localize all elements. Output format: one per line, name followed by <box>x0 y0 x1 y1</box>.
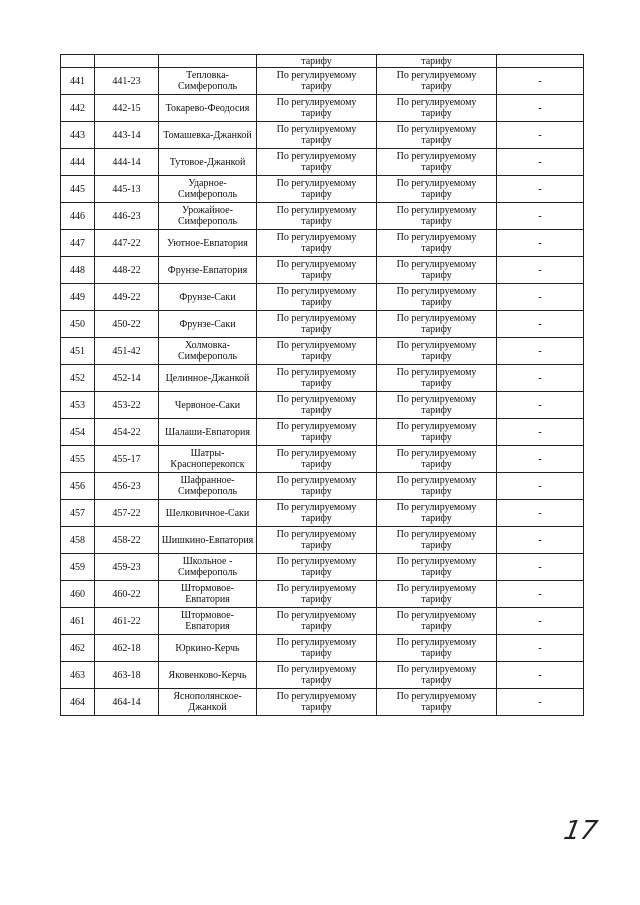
header-cell-code <box>95 55 159 68</box>
route-code-cell: 457-22 <box>95 500 159 527</box>
route-code-cell: 459-23 <box>95 554 159 581</box>
route-code-cell: 449-22 <box>95 284 159 311</box>
extra-cell: - <box>497 500 584 527</box>
tariff-line-2: тарифу <box>301 270 332 281</box>
route-code-cell: 442-15 <box>95 95 159 122</box>
tariff-line-1: По регулируемому <box>276 70 357 81</box>
tariff-cell-1 <box>257 392 377 419</box>
table-row <box>61 230 584 257</box>
route-code-cell: 453-22 <box>95 392 159 419</box>
extra-cell: - <box>497 608 584 635</box>
tariff-line-1: По регулируемому <box>396 502 477 513</box>
table-row <box>61 500 584 527</box>
row-number-cell: 451 <box>61 338 95 365</box>
table-row <box>61 365 584 392</box>
row-number-cell: 452 <box>61 365 95 392</box>
route-code-cell: 445-13 <box>95 176 159 203</box>
tariff-cell-1 <box>257 203 377 230</box>
tariff-line-2: тарифу <box>301 189 332 200</box>
tariff-cell-1 <box>257 635 377 662</box>
tariff-cell-2 <box>377 338 497 365</box>
table-row <box>61 122 584 149</box>
tariff-line-1: По регулируемому <box>396 340 477 351</box>
tariff-line-1: По регулируемому <box>276 448 357 459</box>
tariff-line-1: По регулируемому <box>276 421 357 432</box>
header-cell-name <box>159 55 257 68</box>
route-name-cell: Шафранное-Симферополь <box>159 473 257 500</box>
tariff-line-2: тарифу <box>301 216 332 227</box>
row-number-cell: 448 <box>61 257 95 284</box>
tariff-cell-1 <box>257 581 377 608</box>
tariff-cell-2 <box>377 95 497 122</box>
route-name-cell: Тепловка-Симферополь <box>159 68 257 95</box>
route-code-cell: 444-14 <box>95 149 159 176</box>
tariff-cell-2 <box>377 284 497 311</box>
tariff-line-1: По регулируемому <box>396 313 477 324</box>
tariff-line-1: По регулируемому <box>276 367 357 378</box>
row-number-cell: 447 <box>61 230 95 257</box>
tariff-cell-1 <box>257 365 377 392</box>
tariff-cell-1 <box>257 257 377 284</box>
tariff-line-1: По регулируемому <box>396 97 477 108</box>
table-row <box>61 608 584 635</box>
tariff-cell-1 <box>257 311 377 338</box>
row-number-cell: 443 <box>61 122 95 149</box>
tariff-line-1: По регулируемому <box>276 664 357 675</box>
row-number-cell: 442 <box>61 95 95 122</box>
tariff-line-2: тарифу <box>421 432 452 443</box>
tariff-line-2: тарифу <box>421 378 452 389</box>
tariff-line-1: По регулируемому <box>396 124 477 135</box>
tariff-line-2: тарифу <box>421 243 452 254</box>
extra-cell: - <box>497 446 584 473</box>
tariff-line-2: тарифу <box>301 405 332 416</box>
tariff-line-2: тарифу <box>301 108 332 119</box>
tariff-cell-2 <box>377 392 497 419</box>
tariff-cell-2 <box>377 365 497 392</box>
tariff-line-1: По регулируемому <box>396 421 477 432</box>
tariff-cell-1 <box>257 149 377 176</box>
tariff-cell-2 <box>377 473 497 500</box>
route-name-cell: Токарево-Феодосия <box>159 95 257 122</box>
route-name-cell: Фрунзе-Евпатория <box>159 257 257 284</box>
routes-table-body <box>61 55 584 716</box>
tariff-line-1: По регулируемому <box>396 637 477 648</box>
route-code-cell: 464-14 <box>95 689 159 716</box>
tariff-line-2: тарифу <box>421 135 452 146</box>
tariff-line-1: По регулируемому <box>396 664 477 675</box>
tariff-line-2: тарифу <box>301 567 332 578</box>
route-name-cell: Штормовое-Евпатория <box>159 581 257 608</box>
row-number-cell: 461 <box>61 608 95 635</box>
tariff-line-2: тарифу <box>421 567 452 578</box>
row-number-cell: 446 <box>61 203 95 230</box>
extra-cell: - <box>497 203 584 230</box>
table-row <box>61 203 584 230</box>
tariff-line-2: тарифу <box>421 270 452 281</box>
tariff-line-2: тарифу <box>301 297 332 308</box>
tariff-line-1: По регулируемому <box>276 232 357 243</box>
extra-cell: - <box>497 365 584 392</box>
tariff-line-2: тарифу <box>421 162 452 173</box>
row-number-cell: 454 <box>61 419 95 446</box>
row-number-cell: 455 <box>61 446 95 473</box>
tariff-line-2: тарифу <box>301 675 332 686</box>
route-name-cell: Школьное - Симферополь <box>159 554 257 581</box>
tariff-line-1: По регулируемому <box>276 259 357 270</box>
tariff-line-1: По регулируемому <box>396 610 477 621</box>
route-name-cell: Целинное-Джанкой <box>159 365 257 392</box>
row-number-cell: 441 <box>61 68 95 95</box>
row-number-cell: 459 <box>61 554 95 581</box>
extra-cell: - <box>497 473 584 500</box>
tariff-cell-1 <box>257 338 377 365</box>
route-code-cell: 443-14 <box>95 122 159 149</box>
extra-cell: - <box>497 311 584 338</box>
tariff-line-1: По регулируемому <box>276 691 357 702</box>
tariff-line-2: тарифу <box>301 513 332 524</box>
table-row <box>61 311 584 338</box>
route-code-cell: 441-23 <box>95 68 159 95</box>
tariff-cell-2 <box>377 68 497 95</box>
tariff-cell-2 <box>377 446 497 473</box>
tariff-line-1: По регулируемому <box>276 394 357 405</box>
tariff-line-2: тарифу <box>421 675 452 686</box>
tariff-line-2: тарифу <box>301 135 332 146</box>
tariff-cell-2 <box>377 554 497 581</box>
tariff-line-1: По регулируемому <box>396 556 477 567</box>
tariff-line-2: тарифу <box>421 297 452 308</box>
tariff-line-2: тарифу <box>301 702 332 713</box>
table-row <box>61 257 584 284</box>
table-header-row <box>61 55 584 68</box>
tariff-line-2: тарифу <box>421 108 452 119</box>
row-number-cell: 457 <box>61 500 95 527</box>
row-number-cell: 449 <box>61 284 95 311</box>
extra-cell: - <box>497 392 584 419</box>
row-number-cell: 456 <box>61 473 95 500</box>
tariff-line-2: тарифу <box>301 459 332 470</box>
tariff-line-1: По регулируемому <box>396 178 477 189</box>
row-number-cell: 444 <box>61 149 95 176</box>
table-row <box>61 284 584 311</box>
route-code-cell: 456-23 <box>95 473 159 500</box>
route-name-cell: Штормовое-Евпатория <box>159 608 257 635</box>
extra-cell: - <box>497 257 584 284</box>
tariff-line-1: По регулируемому <box>396 448 477 459</box>
tariff-cell-1 <box>257 473 377 500</box>
route-name-cell: Уютное-Евпатория <box>159 230 257 257</box>
extra-cell: - <box>497 68 584 95</box>
tariff-line-1: По регулируемому <box>396 691 477 702</box>
tariff-line-1: По регулируемому <box>396 151 477 162</box>
tariff-line-2: тарифу <box>301 162 332 173</box>
tariff-line-1: По регулируемому <box>276 151 357 162</box>
extra-cell: - <box>497 527 584 554</box>
route-name-cell: Фрунзе-Саки <box>159 311 257 338</box>
tariff-line-2: тарифу <box>301 648 332 659</box>
tariff-line-1: По регулируемому <box>396 232 477 243</box>
route-name-cell: Тутовое-Джанкой <box>159 149 257 176</box>
tariff-line-2: тарифу <box>301 432 332 443</box>
tariff-line-1: По регулируемому <box>276 124 357 135</box>
table-row <box>61 338 584 365</box>
route-code-cell: 462-18 <box>95 635 159 662</box>
table-row <box>61 176 584 203</box>
route-name-cell: Яснополянское-Джанкой <box>159 689 257 716</box>
tariff-cell-1 <box>257 122 377 149</box>
tariff-line-2: тарифу <box>301 594 332 605</box>
route-name-cell: Шалаши-Евпатория <box>159 419 257 446</box>
row-number-cell: 458 <box>61 527 95 554</box>
header-cell-tariff-2: тарифу <box>377 55 497 68</box>
tariff-line-2: тарифу <box>421 324 452 335</box>
route-code-cell: 463-18 <box>95 662 159 689</box>
tariff-cell-2 <box>377 527 497 554</box>
tariff-cell-2 <box>377 608 497 635</box>
tariff-line-1: По регулируемому <box>276 313 357 324</box>
tariff-cell-1 <box>257 446 377 473</box>
route-name-cell: Шатры-Красноперекопск <box>159 446 257 473</box>
route-code-cell: 451-42 <box>95 338 159 365</box>
extra-cell: - <box>497 284 584 311</box>
tariff-line-1: По регулируемому <box>276 610 357 621</box>
table-row <box>61 473 584 500</box>
tariff-line-2: тарифу <box>421 216 452 227</box>
tariff-cell-1 <box>257 608 377 635</box>
route-name-cell: Фрунзе-Саки <box>159 284 257 311</box>
tariff-line-2: тарифу <box>421 486 452 497</box>
tariff-line-2: тарифу <box>421 405 452 416</box>
tariff-cell-2 <box>377 635 497 662</box>
tariff-line-2: тарифу <box>301 486 332 497</box>
route-name-cell: Червоное-Саки <box>159 392 257 419</box>
extra-cell: - <box>497 635 584 662</box>
tariff-line-1: По регулируемому <box>276 583 357 594</box>
route-code-cell: 455-17 <box>95 446 159 473</box>
route-code-cell: 450-22 <box>95 311 159 338</box>
extra-cell: - <box>497 95 584 122</box>
extra-cell: - <box>497 662 584 689</box>
table-row <box>61 689 584 716</box>
row-number-cell: 463 <box>61 662 95 689</box>
route-name-cell: Яковенково-Керчь <box>159 662 257 689</box>
route-code-cell: 446-23 <box>95 203 159 230</box>
table-row <box>61 527 584 554</box>
row-number-cell: 450 <box>61 311 95 338</box>
tariff-cell-2 <box>377 122 497 149</box>
extra-cell: - <box>497 149 584 176</box>
tariff-line-1: По регулируемому <box>276 97 357 108</box>
tariff-line-1: По регулируемому <box>276 178 357 189</box>
tariff-cell-1 <box>257 95 377 122</box>
table-row <box>61 95 584 122</box>
route-code-cell: 454-22 <box>95 419 159 446</box>
tariff-cell-1 <box>257 230 377 257</box>
table-row <box>61 554 584 581</box>
tariff-cell-2 <box>377 500 497 527</box>
tariff-line-1: По регулируемому <box>396 529 477 540</box>
tariff-cell-2 <box>377 662 497 689</box>
extra-cell: - <box>497 581 584 608</box>
tariff-line-2: тарифу <box>421 351 452 362</box>
route-code-cell: 448-22 <box>95 257 159 284</box>
route-code-cell: 447-22 <box>95 230 159 257</box>
table-row <box>61 149 584 176</box>
tariff-cell-2 <box>377 257 497 284</box>
tariff-line-1: По регулируемому <box>276 286 357 297</box>
tariff-line-1: По регулируемому <box>396 475 477 486</box>
header-cell-extra <box>497 55 584 68</box>
tariff-line-1: По регулируемому <box>396 205 477 216</box>
tariff-cell-2 <box>377 203 497 230</box>
route-code-cell: 452-14 <box>95 365 159 392</box>
row-number-cell: 445 <box>61 176 95 203</box>
tariff-line-2: тарифу <box>301 621 332 632</box>
tariff-line-2: тарифу <box>301 351 332 362</box>
tariff-line-2: тарифу <box>421 621 452 632</box>
row-number-cell: 462 <box>61 635 95 662</box>
tariff-cell-2 <box>377 689 497 716</box>
routes-table <box>60 54 584 716</box>
tariff-line-1: По регулируемому <box>396 70 477 81</box>
tariff-line-1: По регулируемому <box>276 340 357 351</box>
tariff-line-2: тарифу <box>301 378 332 389</box>
table-row <box>61 662 584 689</box>
tariff-line-1: По регулируемому <box>396 583 477 594</box>
tariff-cell-1 <box>257 176 377 203</box>
route-name-cell: Холмовка-Симферополь <box>159 338 257 365</box>
extra-cell: - <box>497 338 584 365</box>
extra-cell: - <box>497 176 584 203</box>
tariff-line-2: тарифу <box>421 594 452 605</box>
tariff-cell-2 <box>377 581 497 608</box>
row-number-cell: 464 <box>61 689 95 716</box>
route-name-cell: Юркино-Керчь <box>159 635 257 662</box>
tariff-cell-1 <box>257 419 377 446</box>
tariff-line-2: тарифу <box>421 81 452 92</box>
route-name-cell: Шишкино-Евпатория <box>159 527 257 554</box>
table-row <box>61 419 584 446</box>
tariff-line-1: По регулируемому <box>276 556 357 567</box>
route-name-cell: Ударное-Симферополь <box>159 176 257 203</box>
tariff-line-2: тарифу <box>421 702 452 713</box>
extra-cell: - <box>497 122 584 149</box>
table-row <box>61 446 584 473</box>
extra-cell: - <box>497 230 584 257</box>
tariff-cell-1 <box>257 284 377 311</box>
tariff-cell-2 <box>377 176 497 203</box>
route-name-cell: Шелковичное-Саки <box>159 500 257 527</box>
table-row <box>61 581 584 608</box>
table-row <box>61 392 584 419</box>
table-row <box>61 635 584 662</box>
tariff-line-1: По регулируемому <box>396 259 477 270</box>
tariff-line-2: тарифу <box>421 459 452 470</box>
tariff-line-2: тарифу <box>421 189 452 200</box>
route-code-cell: 458-22 <box>95 527 159 554</box>
tariff-line-2: тарифу <box>301 324 332 335</box>
route-code-cell: 460-22 <box>95 581 159 608</box>
tariff-line-1: По регулируемому <box>276 529 357 540</box>
extra-cell: - <box>497 554 584 581</box>
tariff-line-1: По регулируемому <box>396 367 477 378</box>
extra-cell: - <box>497 689 584 716</box>
tariff-line-1: По регулируемому <box>396 394 477 405</box>
tariff-cell-1 <box>257 500 377 527</box>
route-name-cell: Урожайное-Симферополь <box>159 203 257 230</box>
tariff-line-2: тарифу <box>301 81 332 92</box>
page-number: 17 <box>561 816 600 846</box>
header-cell-number <box>61 55 95 68</box>
tariff-line-2: тарифу <box>421 648 452 659</box>
tariff-cell-2 <box>377 230 497 257</box>
tariff-cell-1 <box>257 662 377 689</box>
header-cell-tariff-1: тарифу <box>257 55 377 68</box>
tariff-cell-2 <box>377 419 497 446</box>
tariff-line-2: тарифу <box>301 540 332 551</box>
tariff-line-1: По регулируемому <box>276 205 357 216</box>
tariff-cell-1 <box>257 68 377 95</box>
tariff-cell-2 <box>377 149 497 176</box>
tariff-line-2: тарифу <box>421 540 452 551</box>
tariff-cell-1 <box>257 689 377 716</box>
extra-cell: - <box>497 419 584 446</box>
tariff-line-1: По регулируемому <box>276 637 357 648</box>
tariff-cell-1 <box>257 554 377 581</box>
tariff-line-2: тарифу <box>301 243 332 254</box>
row-number-cell: 453 <box>61 392 95 419</box>
row-number-cell: 460 <box>61 581 95 608</box>
route-code-cell: 461-22 <box>95 608 159 635</box>
route-name-cell: Томашевка-Джанкой <box>159 122 257 149</box>
tariff-line-1: По регулируемому <box>396 286 477 297</box>
tariff-cell-2 <box>377 311 497 338</box>
tariff-line-2: тарифу <box>421 513 452 524</box>
tariff-line-1: По регулируемому <box>276 502 357 513</box>
tariff-line-1: По регулируемому <box>276 475 357 486</box>
table-row <box>61 68 584 95</box>
tariff-cell-1 <box>257 527 377 554</box>
